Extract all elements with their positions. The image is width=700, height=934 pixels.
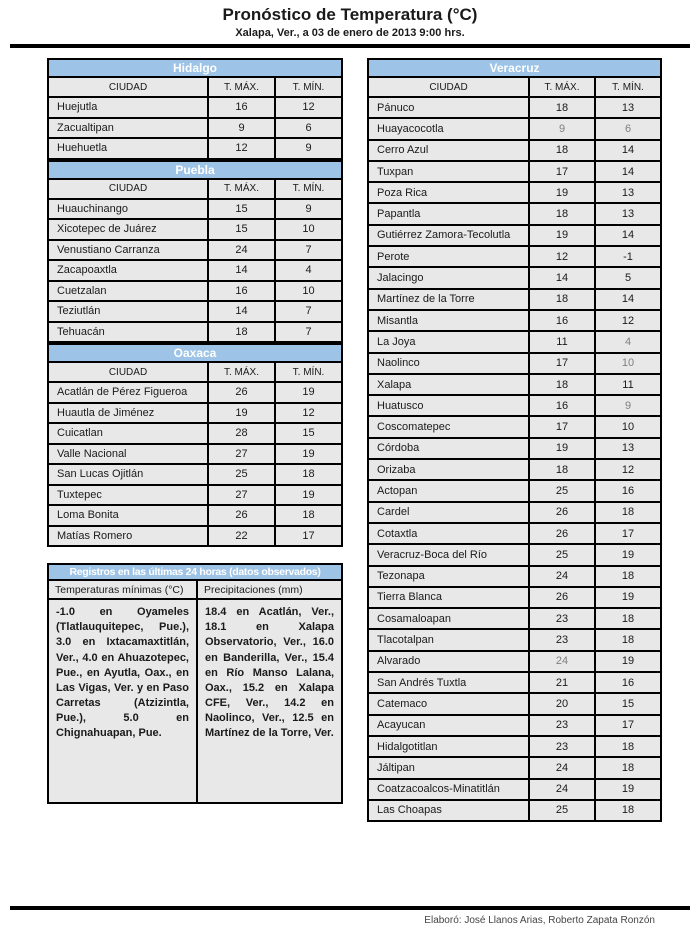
city-cell: Jalacingo [368,267,529,288]
column-header-tmin: T. MÍN. [595,77,661,97]
tmin-cell: 15 [595,693,661,714]
table-row [368,672,661,693]
table-row [48,118,342,139]
table-row [368,203,661,224]
city-cell: Tehuacán [48,322,208,343]
city-cell: San Andrés Tuxtla [368,672,529,693]
tmin-cell: 12 [595,310,661,331]
records-col-header-min-temps: Temperaturas mínimas (°C) [48,580,197,599]
city-cell: Papantla [368,203,529,224]
table-row [368,289,661,310]
table-row [48,240,342,261]
table-row [48,281,342,302]
city-cell: Zacapoaxtla [48,260,208,281]
tmax-cell: 15 [208,199,275,220]
city-cell: Cuicatlan [48,423,208,444]
state-table-veracruz [367,58,662,822]
city-cell: Cardel [368,502,529,523]
city-cell: Huehuetla [48,138,208,159]
tmin-cell: 12 [275,97,342,118]
tmin-cell: 12 [275,403,342,424]
tmax-cell: 15 [208,219,275,240]
table-row [48,526,342,547]
tmin-cell: 12 [595,459,661,480]
table-row [48,97,342,118]
table-row [48,138,342,159]
table-row [368,267,661,288]
table-row [48,423,342,444]
tmax-cell: 19 [529,438,595,459]
table-row [48,322,342,343]
column-header-city: CIUDAD [368,77,529,97]
tmax-cell: 26 [208,382,275,403]
tmin-cell: 18 [595,566,661,587]
tmax-cell: 28 [208,423,275,444]
tmin-cell: 14 [595,140,661,161]
tmin-cell: 13 [595,182,661,203]
table-row [368,651,661,672]
city-cell: Cosamaloapan [368,608,529,629]
tmin-cell: 18 [595,800,661,821]
tmin-cell: 18 [275,505,342,526]
tmin-cell: 18 [595,736,661,757]
tmax-cell: 12 [529,246,595,267]
tmin-cell: 7 [275,301,342,322]
tmax-cell: 26 [529,587,595,608]
tmin-cell: 4 [595,331,661,352]
city-cell: Acayucan [368,715,529,736]
tmin-cell: 10 [595,353,661,374]
column-header-row [368,77,661,97]
column-header-tmax: T. MÁX. [208,179,275,199]
tmax-cell: 25 [208,464,275,485]
city-cell: Tuxtepec [48,485,208,506]
city-cell: Teziutlán [48,301,208,322]
city-cell: Jáltipan [368,757,529,778]
tmin-cell: 9 [595,395,661,416]
tmax-cell: 21 [529,672,595,693]
tmax-cell: 16 [208,281,275,302]
table-row [368,246,661,267]
tmin-cell: 17 [595,715,661,736]
tmax-cell: 24 [529,651,595,672]
page-subtitle: Xalapa, Ver., a 03 de enero de 2013 9:00 hrs. [235,27,465,39]
tmax-cell: 24 [529,757,595,778]
city-cell: Huauchinango [48,199,208,220]
table-row [368,182,661,203]
city-cell: Perote [368,246,529,267]
tmax-cell: 23 [529,608,595,629]
tmin-cell: 10 [275,281,342,302]
column-header-tmax: T. MÁX. [208,362,275,382]
city-cell: Pánuco [368,97,529,118]
tmax-cell: 19 [529,182,595,203]
tmax-cell: 25 [529,800,595,821]
tmax-cell: 19 [208,403,275,424]
tmax-cell: 16 [529,395,595,416]
tmax-cell: 24 [208,240,275,261]
table-row [368,608,661,629]
tmax-cell: 24 [529,779,595,800]
table-row [48,485,342,506]
tmax-cell: 19 [529,225,595,246]
tmin-cell: 19 [595,544,661,565]
city-cell: Valle Nacional [48,444,208,465]
tmax-cell: 18 [208,322,275,343]
left-state-tables [47,58,341,547]
tmin-cell: 6 [275,118,342,139]
city-cell: Actopan [368,480,529,501]
table-row [368,736,661,757]
city-cell: Poza Rica [368,182,529,203]
city-cell: Tuxpan [368,161,529,182]
tmax-cell: 16 [529,310,595,331]
table-row [48,464,342,485]
table-row [368,523,661,544]
table-row [368,353,661,374]
city-cell: Tezonapa [368,566,529,587]
city-cell: Huejutla [48,97,208,118]
tmin-cell: 15 [275,423,342,444]
tmax-cell: 16 [208,97,275,118]
tmin-cell: 11 [595,374,661,395]
tmax-cell: 27 [208,444,275,465]
records-section [47,563,343,804]
city-cell: Las Choapas [368,800,529,821]
city-cell: Cerro Azul [368,140,529,161]
records-title: Registros en las últimas 24 horas (datos observados) [48,564,342,580]
column-header-row [48,77,342,97]
city-cell: Zacualtipan [48,118,208,139]
tmax-cell: 26 [529,523,595,544]
city-cell: Huatusco [368,395,529,416]
tmax-cell: 9 [529,118,595,139]
city-cell: Misantla [368,310,529,331]
tmax-cell: 18 [529,289,595,310]
column-header-tmin: T. MÍN. [275,362,342,382]
city-cell: Coscomatepec [368,416,529,437]
tmax-cell: 17 [529,353,595,374]
tmax-cell: 12 [208,138,275,159]
records-precipitation-text: 18.4 en Acatlán, Ver., 18.1 en Xalapa Observatorio, Ver., 16.0 en Banderilla, Ver., 15.4 en Río Manso Lalana, Oax., 15.2 en Xalapa CFE, Ver., 14.2 en Naolinco, Ver., 12.5 en Martínez de la Torre, Ver. [197,599,342,803]
city-cell: Xicotepec de Juárez [48,219,208,240]
city-cell: Veracruz-Boca del Río [368,544,529,565]
city-cell: Tlacotalpan [368,629,529,650]
city-cell: Gutiérrez Zamora-Tecolutla [368,225,529,246]
city-cell: Alvarado [368,651,529,672]
bottom-divider [10,906,690,910]
table-row [368,459,661,480]
table-row [368,118,661,139]
table-row [368,374,661,395]
table-row [368,140,661,161]
table-row [368,97,661,118]
tmin-cell: -1 [595,246,661,267]
table-row [368,331,661,352]
tmax-cell: 18 [529,374,595,395]
tmin-cell: 14 [595,161,661,182]
table-row [368,715,661,736]
footer-credit: Elaboró: José Llanos Arias, Roberto Zapata Ronzón [424,915,655,926]
tmax-cell: 26 [529,502,595,523]
table-row [368,587,661,608]
tmin-cell: 10 [275,219,342,240]
city-cell: Cuetzalan [48,281,208,302]
table-row [48,403,342,424]
city-cell: Martínez de la Torre [368,289,529,310]
tmin-cell: 7 [275,240,342,261]
tmin-cell: 9 [275,199,342,220]
tmin-cell: 18 [275,464,342,485]
state-table-hidalgo [47,58,343,160]
city-cell: Tierra Blanca [368,587,529,608]
tmax-cell: 23 [529,736,595,757]
column-header-tmin: T. MÍN. [275,179,342,199]
city-cell: Orizaba [368,459,529,480]
city-cell: Coatzacoalcos-Minatitlán [368,779,529,800]
tmax-cell: 25 [529,544,595,565]
city-cell: Huayacocotla [368,118,529,139]
table-row [368,544,661,565]
state-table-title-puebla: Puebla [48,161,342,179]
tmin-cell: 7 [275,322,342,343]
table-row [368,502,661,523]
tmax-cell: 18 [529,140,595,161]
table-row [368,566,661,587]
tmax-cell: 20 [529,693,595,714]
tmax-cell: 22 [208,526,275,547]
city-cell: San Lucas Ojitlán [48,464,208,485]
tmin-cell: 19 [595,587,661,608]
column-header-tmax: T. MÁX. [529,77,595,97]
tmax-cell: 14 [529,267,595,288]
tmax-cell: 18 [529,459,595,480]
tmin-cell: 18 [595,629,661,650]
table-row [48,199,342,220]
table-row [368,310,661,331]
city-cell: Córdoba [368,438,529,459]
city-cell: Venustiano Carranza [48,240,208,261]
tmin-cell: 13 [595,438,661,459]
city-cell: Hidalgotitlan [368,736,529,757]
tmax-cell: 18 [529,97,595,118]
tmax-cell: 23 [529,629,595,650]
tmin-cell: 17 [275,526,342,547]
table-row [368,225,661,246]
table-row [368,480,661,501]
table-row [48,260,342,281]
table-row [48,505,342,526]
tmin-cell: 14 [595,225,661,246]
tmin-cell: 10 [595,416,661,437]
records-min-temps-text: -1.0 en Oyameles (Tlatlauquitepec, Pue.), 3.0 en Ixtacamaxtitlán, Ver., 4.0 en Ahuazotepec, Pue., en Ayutla, Oax., en Las Vigas, Ver. y en Paso Carretas (Atzizintla, Pue.), 5.0 en Chignahuapan, Pue. [48,599,197,803]
city-cell: Xalapa [368,374,529,395]
tmax-cell: 14 [208,301,275,322]
tmin-cell: 19 [595,779,661,800]
city-cell: Naolinco [368,353,529,374]
table-row [368,395,661,416]
tmax-cell: 26 [208,505,275,526]
state-table-title-hidalgo: Hidalgo [48,59,342,77]
column-header-tmax: T. MÁX. [208,77,275,97]
tmin-cell: 18 [595,757,661,778]
tmin-cell: 5 [595,267,661,288]
tmax-cell: 14 [208,260,275,281]
tmax-cell: 11 [529,331,595,352]
tmax-cell: 17 [529,416,595,437]
table-row [48,382,342,403]
city-cell: Cotaxtla [368,523,529,544]
records-col-header-precipitation: Precipitaciones (mm) [197,580,342,599]
tmin-cell: 16 [595,480,661,501]
tmin-cell: 6 [595,118,661,139]
tmax-cell: 24 [529,566,595,587]
table-row [368,438,661,459]
tmin-cell: 19 [275,382,342,403]
table-row [368,693,661,714]
table-row [368,757,661,778]
state-table-puebla [47,160,343,344]
state-table-title-veracruz: Veracruz [368,59,661,77]
tmin-cell: 13 [595,203,661,224]
city-cell: Huautla de Jiménez [48,403,208,424]
city-cell: La Joya [368,331,529,352]
tmin-cell: 19 [595,651,661,672]
tmin-cell: 13 [595,97,661,118]
column-header-city: CIUDAD [48,179,208,199]
top-divider [10,44,690,48]
tmin-cell: 19 [275,485,342,506]
column-header-row [48,362,342,382]
table-row [368,800,661,821]
column-header-tmin: T. MÍN. [275,77,342,97]
column-header-city: CIUDAD [48,77,208,97]
state-table-oaxaca [47,343,343,547]
city-cell: Loma Bonita [48,505,208,526]
tmin-cell: 18 [595,608,661,629]
tmax-cell: 23 [529,715,595,736]
column-header-row [48,179,342,199]
tmin-cell: 17 [595,523,661,544]
city-cell: Acatlán de Pérez Figueroa [48,382,208,403]
left-column [47,58,341,804]
column-header-city: CIUDAD [48,362,208,382]
tmin-cell: 16 [595,672,661,693]
tmin-cell: 14 [595,289,661,310]
tmax-cell: 9 [208,118,275,139]
table-row [368,629,661,650]
table-row [368,416,661,437]
tmin-cell: 18 [595,502,661,523]
table-row [368,779,661,800]
table-row [368,161,661,182]
city-cell: Matías Romero [48,526,208,547]
table-row [48,219,342,240]
table-row [48,301,342,322]
state-table-title-oaxaca: Oaxaca [48,344,342,362]
right-column [367,58,660,822]
tmax-cell: 18 [529,203,595,224]
tmax-cell: 27 [208,485,275,506]
tmax-cell: 17 [529,161,595,182]
page-title: Pronóstico de Temperatura (°C) [222,5,478,24]
city-cell: Catemaco [368,693,529,714]
tmin-cell: 4 [275,260,342,281]
tmax-cell: 25 [529,480,595,501]
tmin-cell: 19 [275,444,342,465]
tmin-cell: 9 [275,138,342,159]
table-row [48,444,342,465]
